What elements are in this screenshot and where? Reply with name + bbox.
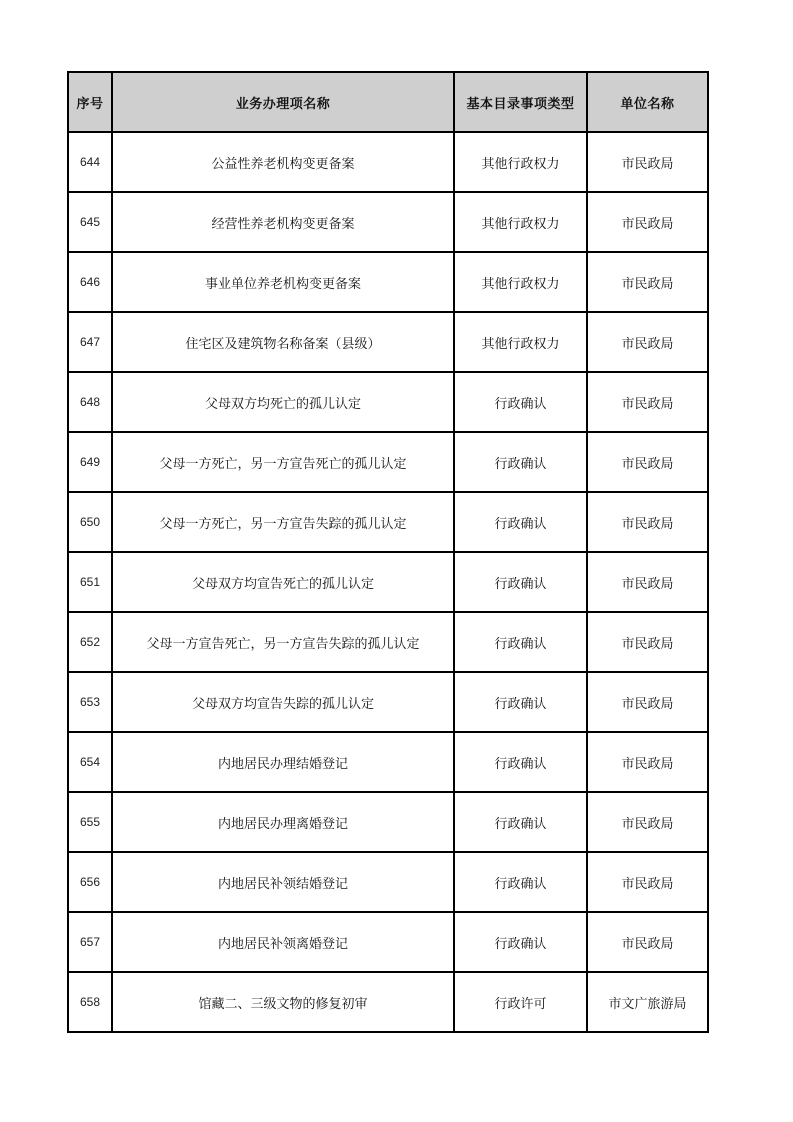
cell-item-name: 馆藏二、三级文物的修复初审 <box>112 972 454 1032</box>
cell-catalog-type: 其他行政权力 <box>454 312 587 372</box>
cell-serial-number: 657 <box>68 912 112 972</box>
cell-serial-number: 644 <box>68 132 112 192</box>
cell-item-name: 事业单位养老机构变更备案 <box>112 252 454 312</box>
cell-catalog-type: 行政确认 <box>454 552 587 612</box>
cell-serial-number: 658 <box>68 972 112 1032</box>
cell-item-name: 内地居民补领结婚登记 <box>112 852 454 912</box>
cell-catalog-type: 行政确认 <box>454 372 587 432</box>
table-row <box>68 312 708 372</box>
cell-catalog-type: 其他行政权力 <box>454 252 587 312</box>
table-row <box>68 672 708 732</box>
header-catalog-type: 基本目录事项类型 <box>454 72 587 132</box>
cell-catalog-type: 行政确认 <box>454 612 587 672</box>
cell-item-name: 内地居民办理结婚登记 <box>112 732 454 792</box>
cell-unit-name: 市民政局 <box>587 612 708 672</box>
cell-unit-name: 市民政局 <box>587 852 708 912</box>
table-row <box>68 912 708 972</box>
cell-unit-name: 市民政局 <box>587 912 708 972</box>
cell-catalog-type: 行政确认 <box>454 432 587 492</box>
table-row <box>68 252 708 312</box>
cell-item-name: 父母双方均宣告失踪的孤儿认定 <box>112 672 454 732</box>
cell-serial-number: 654 <box>68 732 112 792</box>
table-row <box>68 492 708 552</box>
table-row <box>68 372 708 432</box>
table-header <box>68 72 708 132</box>
cell-item-name: 经营性养老机构变更备案 <box>112 192 454 252</box>
cell-serial-number: 653 <box>68 672 112 732</box>
cell-unit-name: 市民政局 <box>587 192 708 252</box>
table-row <box>68 972 708 1032</box>
cell-serial-number: 655 <box>68 792 112 852</box>
cell-item-name: 父母一方死亡，另一方宣告死亡的孤儿认定 <box>112 432 454 492</box>
cell-unit-name: 市民政局 <box>587 432 708 492</box>
items-table <box>67 71 709 1033</box>
cell-catalog-type: 行政确认 <box>454 672 587 732</box>
cell-unit-name: 市民政局 <box>587 132 708 192</box>
cell-catalog-type: 行政确认 <box>454 852 587 912</box>
table-body <box>68 132 708 1032</box>
cell-serial-number: 646 <box>68 252 112 312</box>
cell-unit-name: 市民政局 <box>587 792 708 852</box>
table-row <box>68 132 708 192</box>
cell-item-name: 住宅区及建筑物名称备案（县级） <box>112 312 454 372</box>
table-row <box>68 552 708 612</box>
cell-serial-number: 651 <box>68 552 112 612</box>
cell-catalog-type: 其他行政权力 <box>454 192 587 252</box>
cell-serial-number: 652 <box>68 612 112 672</box>
cell-serial-number: 650 <box>68 492 112 552</box>
cell-catalog-type: 行政许可 <box>454 972 587 1032</box>
cell-item-name: 公益性养老机构变更备案 <box>112 132 454 192</box>
cell-catalog-type: 行政确认 <box>454 792 587 852</box>
table-row <box>68 612 708 672</box>
cell-serial-number: 647 <box>68 312 112 372</box>
cell-unit-name: 市民政局 <box>587 372 708 432</box>
header-serial-number: 序号 <box>68 72 112 132</box>
cell-unit-name: 市民政局 <box>587 552 708 612</box>
table-row <box>68 792 708 852</box>
document-page <box>67 71 707 1033</box>
cell-item-name: 父母一方死亡，另一方宣告失踪的孤儿认定 <box>112 492 454 552</box>
cell-catalog-type: 行政确认 <box>454 912 587 972</box>
table-row <box>68 852 708 912</box>
cell-item-name: 父母双方均死亡的孤儿认定 <box>112 372 454 432</box>
cell-unit-name: 市民政局 <box>587 732 708 792</box>
table-row <box>68 192 708 252</box>
cell-serial-number: 656 <box>68 852 112 912</box>
cell-unit-name: 市民政局 <box>587 252 708 312</box>
header-row <box>68 72 708 132</box>
table-row <box>68 432 708 492</box>
cell-catalog-type: 其他行政权力 <box>454 132 587 192</box>
cell-serial-number: 645 <box>68 192 112 252</box>
cell-unit-name: 市民政局 <box>587 672 708 732</box>
cell-serial-number: 648 <box>68 372 112 432</box>
cell-unit-name: 市民政局 <box>587 312 708 372</box>
cell-unit-name: 市民政局 <box>587 492 708 552</box>
cell-catalog-type: 行政确认 <box>454 492 587 552</box>
cell-item-name: 内地居民办理离婚登记 <box>112 792 454 852</box>
cell-catalog-type: 行政确认 <box>454 732 587 792</box>
cell-serial-number: 649 <box>68 432 112 492</box>
cell-item-name: 内地居民补领离婚登记 <box>112 912 454 972</box>
header-unit-name: 单位名称 <box>587 72 708 132</box>
cell-unit-name: 市文广旅游局 <box>587 972 708 1032</box>
cell-item-name: 父母一方宣告死亡，另一方宣告失踪的孤儿认定 <box>112 612 454 672</box>
cell-item-name: 父母双方均宣告死亡的孤儿认定 <box>112 552 454 612</box>
header-item-name: 业务办理项名称 <box>112 72 454 132</box>
table-row <box>68 732 708 792</box>
